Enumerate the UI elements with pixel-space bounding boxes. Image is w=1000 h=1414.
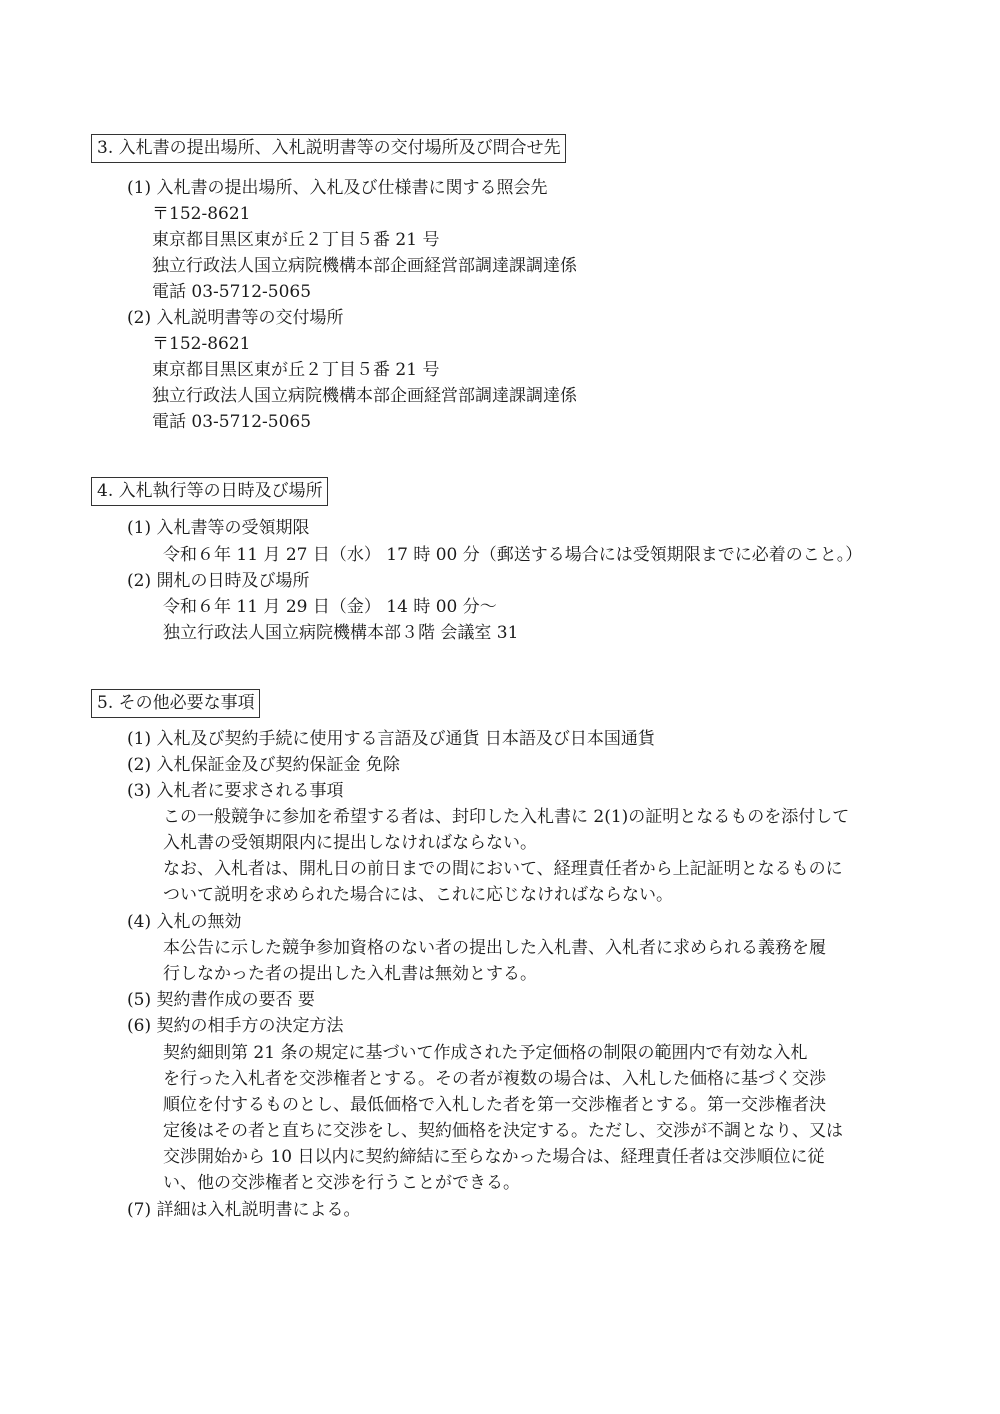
sec4-item1-text: 令和６年 11 月 27 日（水） 17 時 00 分（郵送する場合には受領期限までに必着のこと。） — [163, 545, 863, 565]
sec5-item6-line: 順位を付するものとし、最低価格で入札した者を第一交渉権者とする。第一交渉権者決 — [163, 1095, 826, 1115]
sec5-item3-line: なお、入札者は、開札日の前日までの間において、経理責任者から上記証明となるものに — [163, 859, 843, 879]
sec5-item7: (7) 詳細は入札説明書による。 — [127, 1200, 361, 1220]
sec5-item4-label: (4) 入札の無効 — [127, 912, 242, 932]
sec3-item1-address: 東京都目黒区東が丘２丁目５番 21 号 — [152, 230, 440, 250]
sec5-item4-line: 行しなかった者の提出した入札書は無効とする。 — [163, 964, 537, 984]
sec5-item6-label: (6) 契約の相手方の決定方法 — [127, 1016, 344, 1036]
sec5-item3-line: この一般競争に参加を希望する者は、封印した入札書に 2(1)の証明となるものを添付して — [163, 807, 850, 827]
sec5-item3-line: ついて説明を求められた場合には、これに応じなければならない。 — [163, 885, 673, 905]
sec5-item3-line: 入札書の受領期限内に提出しなければならない。 — [163, 833, 537, 853]
sec5-item6-line: い、他の交渉権者と交渉を行うことができる。 — [163, 1173, 520, 1193]
sec3-item1-label: (1) 入札書の提出場所、入札及び仕様書に関する照会先 — [127, 178, 548, 198]
sec4-item2-label: (2) 開札の日時及び場所 — [127, 571, 310, 591]
sec5-item4-line: 本公告に示した競争参加資格のない者の提出した入札書、入札者に求められる義務を履 — [163, 938, 826, 958]
sec3-item2-org: 独立行政法人国立病院機構本部企画経営部調達課調達係 — [152, 386, 577, 406]
sec3-item2-address: 東京都目黒区東が丘２丁目５番 21 号 — [152, 360, 440, 380]
section-3-heading: 3. 入札書の提出場所、入札説明書等の交付場所及び問合せ先 — [91, 134, 566, 163]
section-5-heading: 5. その他必要な事項 — [91, 689, 260, 718]
sec5-item3-label: (3) 入札者に要求される事項 — [127, 781, 344, 801]
sec5-item6-line: 定後はその者と直ちに交渉をし、契約価格を決定する。ただし、交渉が不調となり、又は — [163, 1121, 843, 1141]
section-4-heading: 4. 入札執行等の日時及び場所 — [91, 477, 328, 506]
sec5-item6-line: を行った入札者を交渉権者とする。その者が複数の場合は、入札した価格に基づく交渉 — [163, 1069, 826, 1089]
sec3-item2-label: (2) 入札説明書等の交付場所 — [127, 308, 344, 328]
sec3-item1-postal: 〒152-8621 — [152, 204, 251, 224]
sec4-item2-datetime: 令和６年 11 月 29 日（金） 14 時 00 分～ — [163, 597, 497, 617]
sec4-item1-label: (1) 入札書等の受領期限 — [127, 518, 310, 538]
sec5-item5: (5) 契約書作成の要否 要 — [127, 990, 315, 1010]
sec3-item1-phone: 電話 03-5712-5065 — [152, 282, 312, 302]
sec5-item6-line: 契約細則第 21 条の規定に基づいて作成された予定価格の制限の範囲内で有効な入札 — [163, 1043, 808, 1063]
sec3-item2-phone: 電話 03-5712-5065 — [152, 412, 312, 432]
sec3-item1-org: 独立行政法人国立病院機構本部企画経営部調達課調達係 — [152, 256, 577, 276]
sec5-item1: (1) 入札及び契約手続に使用する言語及び通貨 日本語及び日本国通貨 — [127, 729, 655, 749]
sec3-item2-postal: 〒152-8621 — [152, 334, 251, 354]
sec5-item2: (2) 入札保証金及び契約保証金 免除 — [127, 755, 400, 775]
sec4-item2-place: 独立行政法人国立病院機構本部３階 会議室 31 — [163, 623, 519, 643]
sec5-item6-line: 交渉開始から 10 日以内に契約締結に至らなかった場合は、経理責任者は交渉順位に従 — [163, 1147, 825, 1167]
